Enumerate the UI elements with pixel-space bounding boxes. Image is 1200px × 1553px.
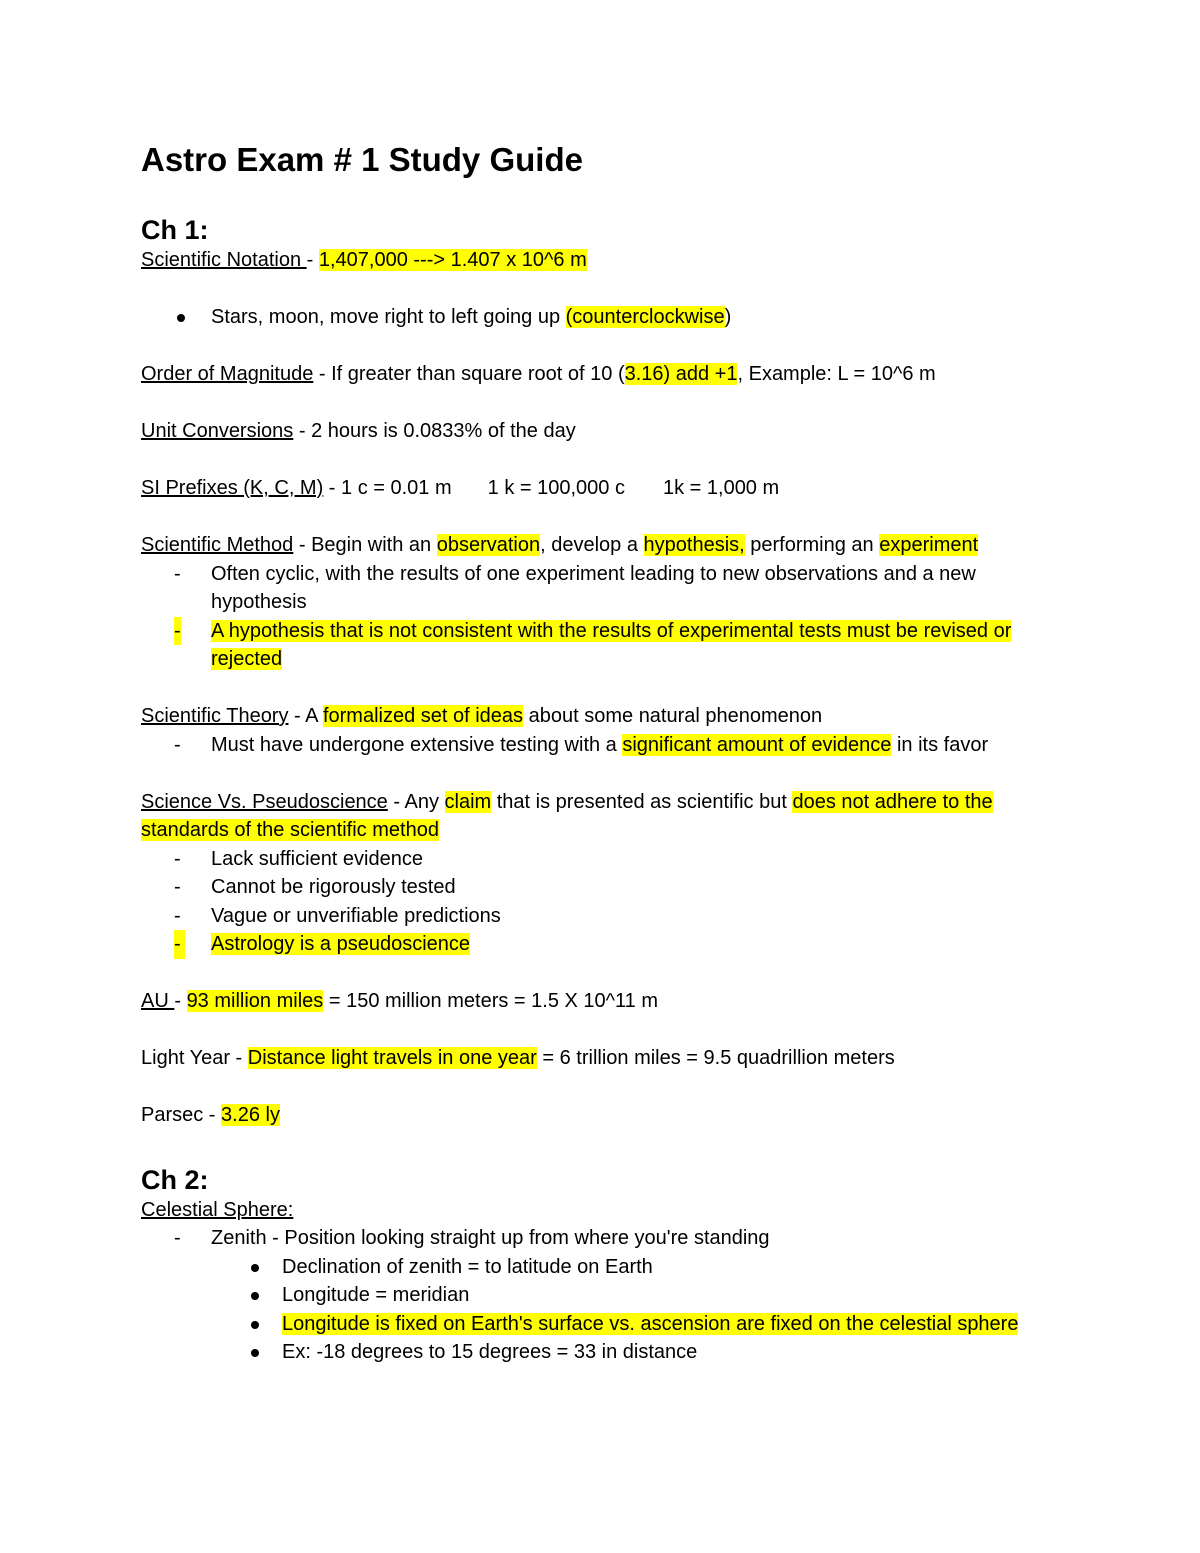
list-item-highlighted: - A hypothesis that is not consistent with the results of experimental tests must be revised or rejected (141, 617, 1061, 674)
list-item: - Zenith - Position looking straight up from where you're standing (174, 1227, 770, 1249)
pseudoscience-list (141, 845, 1061, 959)
scientific-theory-line: Scientific Theory - A formalized set of ideas about some natural phenomenon (141, 705, 823, 727)
stars-list (141, 303, 1061, 332)
list-item: - Vague or unverifiable predictions (174, 904, 501, 927)
theory-list (141, 731, 1061, 760)
document-page (141, 140, 1061, 1367)
term-scientific-method: Scientific Method (141, 534, 294, 556)
bullet-icon (251, 1349, 259, 1357)
scientific-notation-line: Scientific Notation - 1,407,000 ---> 1.407 x 10^6 m (141, 249, 587, 271)
list-item: Declination of zenith = to latitude on Earth (141, 1253, 1061, 1282)
bullet-icon (177, 314, 185, 322)
term-au: AU (141, 990, 175, 1012)
pseudoscience-line: Science Vs. Pseudoscience - Any claim that is presented as scientific but does not adhere to the standards of the scientific method (141, 790, 993, 841)
list-item: - Cannot be rigorously tested (174, 876, 456, 898)
light-year-line: Light Year - Distance light travels in one year = 6 trillion miles = 9.5 quadrillion meters (141, 1047, 895, 1069)
term-pseudoscience: Science Vs. Pseudoscience (141, 790, 388, 813)
term-parsec: Parsec (141, 1104, 204, 1126)
term-scientific-theory: Scientific Theory (141, 705, 289, 727)
bullet-icon (251, 1292, 259, 1300)
celestial-sphere-line (141, 1196, 1061, 1225)
term-order-of-magnitude: Order of Magnitude (141, 363, 314, 385)
list-item-highlighted: Longitude is fixed on Earth's surface vs. ascension are fixed on the celestial sphere (141, 1310, 1061, 1339)
list-item: Ex: -18 degrees to 15 degrees = 33 in distance (141, 1338, 1061, 1367)
term-si-prefixes: SI Prefixes (K, C, M) (141, 477, 324, 499)
list-item: Longitude = meridian (141, 1281, 1061, 1310)
celestial-list (141, 1224, 1061, 1367)
bullet-icon (251, 1321, 259, 1329)
term-light-year: Light Year (141, 1047, 230, 1069)
list-item: - Often cyclic, with the results of one experiment leading to new observations and a new hypothesis (174, 562, 976, 613)
document-title: Astro Exam # 1 Study Guide (141, 141, 583, 178)
list-item-highlighted: - Astrology is a pseudoscience (141, 930, 1061, 959)
highlight-notation: 1,407,000 ---> 1.407 x 10^6 m (318, 249, 587, 271)
list-item: - Lack sufficient evidence (174, 847, 423, 870)
parsec-line: Parsec - 3.26 ly (141, 1104, 280, 1126)
method-list (141, 560, 1061, 674)
au-line: AU - 93 million miles = 150 million meters = 1.5 X 10^11 m (141, 990, 659, 1012)
chapter-1-heading: Ch 1: (141, 215, 209, 245)
list-item: Stars, moon, move right to left going up (counterclockwise) (141, 303, 1061, 332)
term-scientific-notation: Scientific Notation (141, 249, 307, 271)
order-of-magnitude-line: Order of Magnitude - If greater than square root of 10 (3.16) add +1, Example: L = 10^6 m (141, 363, 936, 385)
scientific-method-line: Scientific Method - Begin with an observation, develop a hypothesis, performing an experiment (141, 534, 979, 556)
si-prefixes-line: SI Prefixes (K, C, M) - 1 c = 0.01 m 1 k = 100,000 c 1k = 1,000 m (141, 477, 780, 499)
list-item: - Must have undergone extensive testing with a significant amount of evidence in its favor (174, 733, 989, 756)
chapter-2-heading: Ch 2: (141, 1164, 209, 1195)
term-celestial-sphere: Celestial Sphere: (141, 1198, 294, 1221)
unit-conversions-line: Unit Conversions - 2 hours is 0.0833% of the day (141, 420, 576, 442)
term-unit-conversions: Unit Conversions (141, 420, 294, 442)
bullet-icon (251, 1264, 259, 1272)
